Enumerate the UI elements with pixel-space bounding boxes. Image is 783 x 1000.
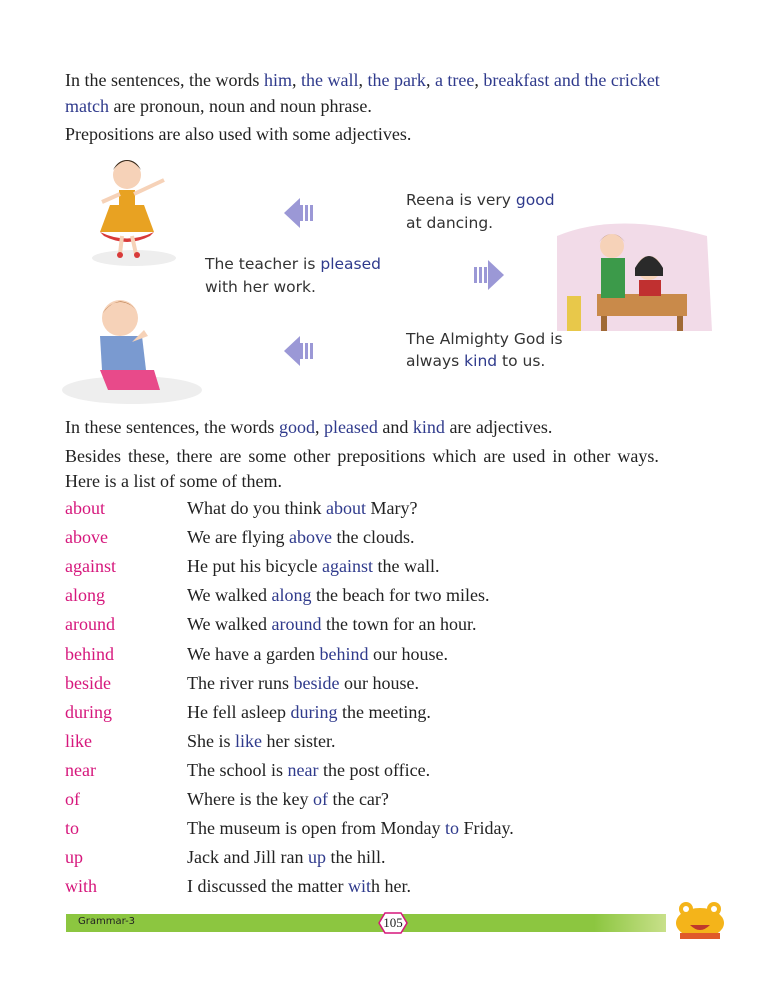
example-sentence: Jack and Jill ran up the hill. xyxy=(187,847,386,867)
example-sentence: What do you think about Mary? xyxy=(187,498,418,518)
dancing-girl-illustration xyxy=(92,150,192,270)
example-sentence: The school is near the post office. xyxy=(187,760,431,780)
preposition-word: like xyxy=(65,731,92,751)
example-reena-line-1: Reena is very good xyxy=(406,191,555,209)
praying-boy-illustration xyxy=(62,290,202,408)
teacher-student-illustration xyxy=(557,216,717,336)
preposition-word: near xyxy=(65,760,96,780)
arrow-left-icon xyxy=(284,196,316,230)
preposition-word: beside xyxy=(65,673,111,693)
preposition-word: of xyxy=(65,789,80,809)
preposition-word: behind xyxy=(65,644,114,664)
example-teacher-line-2: with her work. xyxy=(205,278,316,296)
preposition-word: around xyxy=(65,614,115,634)
footer-bar xyxy=(66,914,666,932)
intro-line-2: match are pronoun, noun and noun phrase. xyxy=(65,96,372,116)
example-god-line-1: The Almighty God is xyxy=(406,330,563,348)
example-teacher-line-1: The teacher is pleased xyxy=(205,255,381,273)
arrow-right-icon xyxy=(472,258,504,292)
besides-line-2: Here is a list of some of them. xyxy=(65,471,282,491)
example-sentence: He put his bicycle against the wall. xyxy=(187,556,440,576)
example-sentence: We walked around the town for an hour. xyxy=(187,614,477,634)
example-sentence: He fell asleep during the meeting. xyxy=(187,702,431,722)
example-sentence: We are flying above the clouds. xyxy=(187,527,415,547)
example-sentence: She is like her sister. xyxy=(187,731,336,751)
example-reena-line-2: at dancing. xyxy=(406,214,494,232)
preposition-word: along xyxy=(65,585,105,605)
preposition-word: during xyxy=(65,702,112,722)
example-sentence: The river runs beside our house. xyxy=(187,673,419,693)
example-god-line-2: always kind to us. xyxy=(406,352,546,370)
intro-line-3: Prepositions are also used with some adjectives. xyxy=(65,124,412,144)
footer-label: Grammar-3 xyxy=(78,916,136,927)
example-sentence: The museum is open from Monday to Friday. xyxy=(187,818,514,838)
page-number: 105 xyxy=(383,915,403,930)
preposition-word: to xyxy=(65,818,80,838)
example-sentence: We have a garden behind our house. xyxy=(187,644,448,664)
mascot-illustration xyxy=(672,895,728,939)
preposition-word: with xyxy=(65,876,98,896)
besides-line-1: Besides these, there are some other prepositions which are used in other ways. xyxy=(65,446,659,466)
intro-line-1: In the sentences, the words him, the wall, the park, a tree, breakfast and the cricket xyxy=(65,70,660,90)
example-sentence: Where is the key of the car? xyxy=(187,789,389,809)
preposition-word: against xyxy=(65,556,116,576)
preposition-word: above xyxy=(65,527,108,547)
preposition-word: up xyxy=(65,847,83,867)
example-sentence: We walked along the beach for two miles. xyxy=(187,585,490,605)
preposition-word: about xyxy=(65,498,105,518)
arrow-left-icon xyxy=(284,334,316,368)
adjectives-sentence: In these sentences, the words good, pleased and kind are adjectives. xyxy=(65,417,553,437)
example-sentence: I discussed the matter with her. xyxy=(187,876,411,896)
